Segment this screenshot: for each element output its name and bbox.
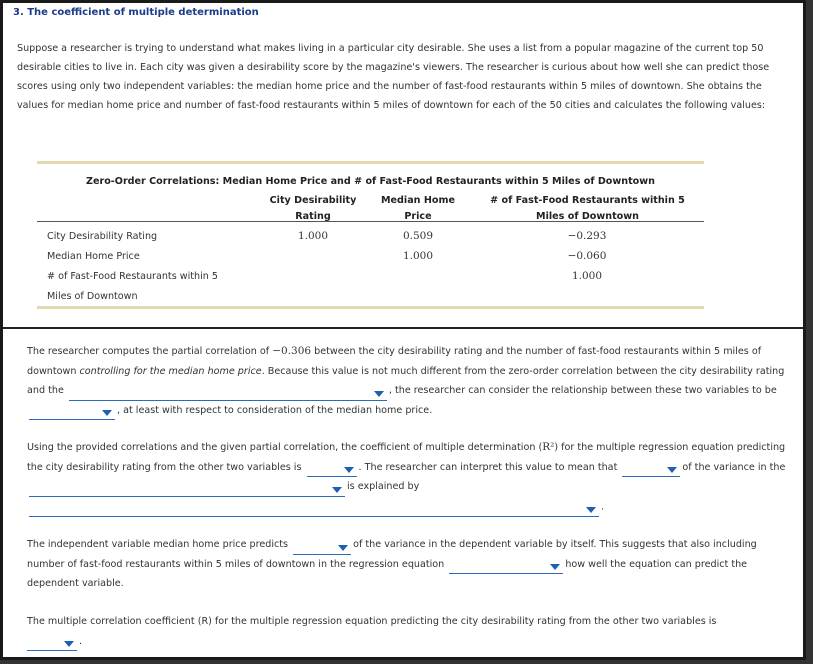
dropdown-multiple-r[interactable] — [27, 636, 77, 651]
table-top-rule — [37, 161, 704, 164]
chevron-down-icon — [586, 507, 596, 513]
chevron-down-icon — [374, 391, 384, 397]
question-home-price-prediction: The independent variable median home price predicts of the variance in the dependent variable by itself. This suggests that also including number of fast-food restaurants within 5 miles of downtown in the regression equation how well the equation can predict the dependent variable. — [27, 539, 757, 589]
question-title: 3. The coefficient of multiple determination — [13, 7, 259, 18]
table-header — [37, 187, 704, 221]
dropdown-variance-percent[interactable] — [622, 462, 680, 477]
dropdown-explaining-variables[interactable] — [29, 502, 599, 517]
row-label-home-price: Median Home Price — [47, 251, 140, 262]
dropdown-home-price-variance[interactable] — [293, 540, 351, 555]
intro-paragraph: Suppose a researcher is trying to understand what makes living in a particular city desirable. She uses a list from a popular magazine of the current top 50 desirable cities to live in. Each city was given a desirability score by the magazine's viewers. The researcher is curious about how well she can predict those scores using only two independent variables: the median home price and the number of fast-food restaurants within 5 miles of downtown. She obtains the values for median home price and number of fast-food restaurants within 5 miles of downtown for each of the 50 cities and calculates the following values: — [17, 43, 770, 111]
cell-r1c2: 0.509 — [402, 230, 434, 242]
row-label-fast-food: # of Fast-Food Restaurants within 5 — [47, 271, 219, 282]
question-partial-correlation: The researcher computes the partial correlation of −0.306 between the city desirability rating and the number of fast-food restaurants within 5 miles of downtown controlling for the median home price. Because this value is not much different from the zero-order correlation between the city desirability rating and the , the researcher can consider the relationship between these two variables to be , at least with respect to consideration of the median home price. — [27, 342, 787, 420]
cell-r1c1: 1.000 — [297, 230, 329, 242]
col-header-home-price: Median Home Price — [381, 195, 455, 222]
table-title: Zero-Order Correlations: Median Home Price and # of Fast-Food Restaurants within 5 Miles of Downtown — [86, 176, 655, 187]
chevron-down-icon — [102, 410, 112, 416]
partial-correlation-value: −0.306 — [272, 345, 312, 357]
controlling-phrase: controlling for the median home price — [79, 365, 262, 377]
table-body — [37, 222, 704, 306]
col-header-fast-food: # of Fast-Food Restaurants within 5 Miles of Downtown — [490, 195, 685, 222]
dropdown-variance-variable[interactable] — [29, 482, 345, 497]
dropdown-relationship-type[interactable] — [29, 405, 115, 420]
dropdown-r-squared-value[interactable] — [307, 462, 357, 477]
cell-r2c2: 1.000 — [402, 250, 434, 262]
chevron-down-icon — [550, 564, 560, 570]
chevron-down-icon — [332, 487, 342, 493]
row-label-desirability: City Desirability Rating — [47, 231, 158, 242]
section-divider — [3, 327, 803, 329]
col-header-desirability: City Desirability Rating — [269, 195, 357, 222]
cell-r3c3: 1.000 — [571, 270, 603, 282]
question-r-squared: Using the provided correlations and the given partial correlation, the coefficient of multiple determination (R²) for the multiple regression equation predicting the city desirability rating from the other two variables is . The researcher can interpret this value to mean that of the variance in the is explained by . — [27, 438, 787, 517]
question-multiple-correlation: The multiple correlation coefficient (R) for the multiple regression equation predicting the city desirability rating from the other two variables is . — [27, 612, 787, 651]
chevron-down-icon — [344, 467, 354, 473]
table-bottom-rule — [37, 306, 704, 309]
chevron-down-icon — [64, 641, 74, 647]
chevron-down-icon — [338, 545, 348, 551]
chevron-down-icon — [667, 467, 677, 473]
r-squared-symbol: R² — [542, 441, 555, 453]
cell-r1c3: −0.293 — [567, 230, 607, 242]
cell-r2c3: −0.060 — [567, 250, 607, 262]
dropdown-improvement[interactable] — [449, 559, 563, 574]
row-label-fast-food-cont: Miles of Downtown — [47, 291, 138, 302]
dropdown-zero-order-variable[interactable] — [69, 386, 387, 401]
correlation-table — [37, 161, 704, 309]
